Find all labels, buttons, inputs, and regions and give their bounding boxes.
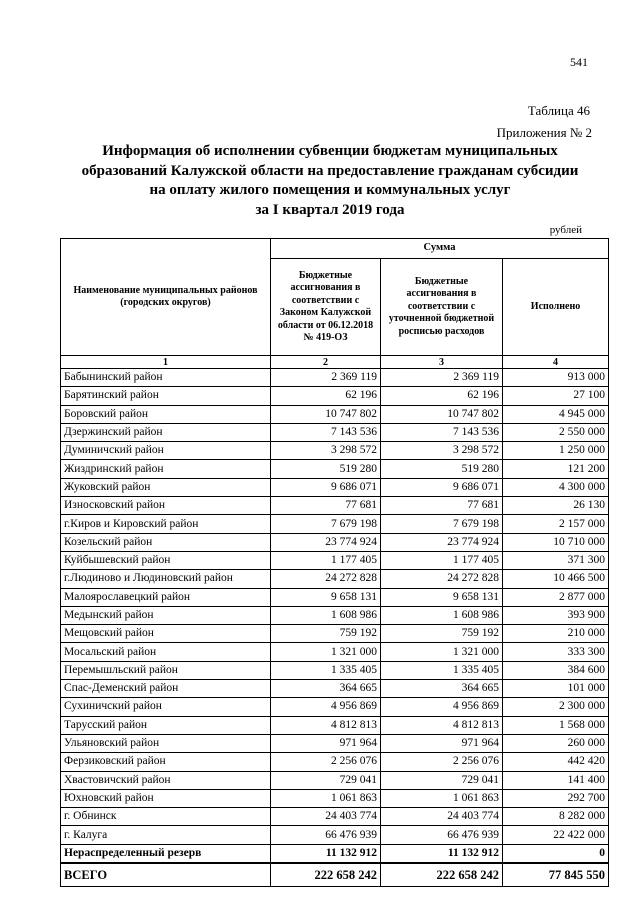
table-row xyxy=(61,661,609,679)
table-row xyxy=(61,789,609,807)
subvention-table xyxy=(60,238,609,887)
total-row xyxy=(61,863,609,887)
law-allocation-cell: 11 132 912 xyxy=(271,844,381,863)
table-row xyxy=(61,771,609,789)
law-allocation-cell: 759 192 xyxy=(271,625,381,643)
executed-cell: 442 420 xyxy=(503,753,609,771)
executed-cell: 2 300 000 xyxy=(503,698,609,716)
updated-allocation-cell: 729 041 xyxy=(381,771,503,789)
column-index: 2 xyxy=(271,356,381,369)
reserve-row xyxy=(61,844,609,863)
law-allocation-cell: 729 041 xyxy=(271,771,381,789)
table-row xyxy=(61,698,609,716)
law-allocation-cell: 1 321 000 xyxy=(271,643,381,661)
document-title xyxy=(70,142,590,220)
updated-allocation-cell: 759 192 xyxy=(381,625,503,643)
header-sum: Сумма xyxy=(271,239,609,259)
executed-cell: 2 877 000 xyxy=(503,588,609,606)
updated-allocation-cell: 519 280 xyxy=(381,460,503,478)
law-allocation-cell: 23 774 924 xyxy=(271,533,381,551)
law-allocation-cell: 1 061 863 xyxy=(271,789,381,807)
law-allocation-cell: 24 272 828 xyxy=(271,570,381,588)
law-allocation-cell: 66 476 939 xyxy=(271,826,381,844)
updated-allocation-cell: 1 061 863 xyxy=(381,789,503,807)
district-name-cell: Тарусский район xyxy=(61,716,271,734)
title-line: на оплату жилого помещения и коммунальных услуг xyxy=(149,182,511,198)
table-row xyxy=(61,625,609,643)
table-row xyxy=(61,680,609,698)
table-row xyxy=(61,533,609,551)
law-allocation-cell: 9 686 071 xyxy=(271,478,381,496)
executed-cell: 121 200 xyxy=(503,460,609,478)
executed-cell: 384 600 xyxy=(503,661,609,679)
executed-cell: 371 300 xyxy=(503,551,609,569)
header-executed: Исполнено xyxy=(503,259,609,356)
executed-cell: 77 845 550 xyxy=(503,863,609,887)
law-allocation-cell: 77 681 xyxy=(271,497,381,515)
table-row xyxy=(61,478,609,496)
updated-allocation-cell: 77 681 xyxy=(381,497,503,515)
executed-cell: 2 157 000 xyxy=(503,515,609,533)
title-line: за I квартал 2019 года xyxy=(255,201,405,218)
updated-allocation-cell: 4 956 869 xyxy=(381,698,503,716)
district-name-cell: Жиздринский район xyxy=(61,460,271,478)
table-row xyxy=(61,423,609,441)
title-line: образований Калужской области на предоставление гражданам субсидии xyxy=(81,162,579,179)
district-name-cell: г.Людиново и Людиновский район xyxy=(61,570,271,588)
district-name-cell: ВСЕГО xyxy=(61,863,271,887)
executed-cell: 0 xyxy=(503,844,609,863)
executed-cell: 913 000 xyxy=(503,369,609,387)
executed-cell: 8 282 000 xyxy=(503,808,609,826)
law-allocation-cell: 9 658 131 xyxy=(271,588,381,606)
updated-allocation-cell: 2 256 076 xyxy=(381,753,503,771)
district-name-cell: Мосальский район xyxy=(61,643,271,661)
updated-allocation-cell: 222 658 242 xyxy=(381,863,503,887)
district-name-cell: Износковский район xyxy=(61,497,271,515)
district-name-cell: Спас-Деменский район xyxy=(61,680,271,698)
table-row xyxy=(61,551,609,569)
executed-cell: 10 466 500 xyxy=(503,570,609,588)
updated-allocation-cell: 4 812 813 xyxy=(381,716,503,734)
table-row xyxy=(61,606,609,624)
district-name-cell: Дзержинский район xyxy=(61,423,271,441)
executed-cell: 4 300 000 xyxy=(503,478,609,496)
district-name-cell: Ульяновский район xyxy=(61,734,271,752)
district-name-cell: Барятинский район xyxy=(61,387,271,405)
table-row xyxy=(61,588,609,606)
page-number: 541 xyxy=(570,55,588,69)
unit-label: рублей xyxy=(549,224,582,236)
law-allocation-cell: 10 747 802 xyxy=(271,405,381,423)
table-row xyxy=(61,405,609,423)
executed-cell: 292 700 xyxy=(503,789,609,807)
table-row xyxy=(61,734,609,752)
column-index: 4 xyxy=(503,356,609,369)
table-row xyxy=(61,808,609,826)
law-allocation-cell: 3 298 572 xyxy=(271,442,381,460)
table-row xyxy=(61,460,609,478)
law-allocation-cell: 2 256 076 xyxy=(271,753,381,771)
column-index: 3 xyxy=(381,356,503,369)
district-name-cell: Куйбышевский район xyxy=(61,551,271,569)
law-allocation-cell: 24 403 774 xyxy=(271,808,381,826)
appendix-label: Приложения № 2 xyxy=(496,125,592,140)
executed-cell: 1 250 000 xyxy=(503,442,609,460)
district-name-cell: Жуковский район xyxy=(61,478,271,496)
law-allocation-cell: 2 369 119 xyxy=(271,369,381,387)
column-index: 1 xyxy=(61,356,271,369)
executed-cell: 210 000 xyxy=(503,625,609,643)
executed-cell: 141 400 xyxy=(503,771,609,789)
district-name-cell: Боровский район xyxy=(61,405,271,423)
updated-allocation-cell: 23 774 924 xyxy=(381,533,503,551)
executed-cell: 101 000 xyxy=(503,680,609,698)
district-name-cell: г.Киров и Кировский район xyxy=(61,515,271,533)
executed-cell: 27 100 xyxy=(503,387,609,405)
header-law-allocations: Бюджетные ассигнования в соответствии с Законом Калужской области от 06.12.2018 № 419-ОЗ xyxy=(271,259,381,356)
executed-cell: 22 422 000 xyxy=(503,826,609,844)
district-name-cell: Нераспределенный резерв xyxy=(61,844,271,863)
updated-allocation-cell: 2 369 119 xyxy=(381,369,503,387)
law-allocation-cell: 364 665 xyxy=(271,680,381,698)
district-name-cell: Перемышльский район xyxy=(61,661,271,679)
executed-cell: 26 130 xyxy=(503,497,609,515)
district-name-cell: г. Калуга xyxy=(61,826,271,844)
header-updated-allocations: Бюджетные ассигнования в соответствии с уточненной бюджетной росписью расходов xyxy=(381,259,503,356)
executed-cell: 260 000 xyxy=(503,734,609,752)
executed-cell: 393 900 xyxy=(503,606,609,624)
table-row xyxy=(61,442,609,460)
law-allocation-cell: 1 608 986 xyxy=(271,606,381,624)
table-row xyxy=(61,826,609,844)
table-label: Таблица 46 xyxy=(527,103,590,118)
table-row xyxy=(61,753,609,771)
table-body xyxy=(61,369,609,887)
table-row xyxy=(61,643,609,661)
district-name-cell: Медынский район xyxy=(61,606,271,624)
updated-allocation-cell: 7 143 536 xyxy=(381,423,503,441)
district-name-cell: Думиничский район xyxy=(61,442,271,460)
updated-allocation-cell: 11 132 912 xyxy=(381,844,503,863)
district-name-cell: Сухиничский район xyxy=(61,698,271,716)
executed-cell: 1 568 000 xyxy=(503,716,609,734)
updated-allocation-cell: 3 298 572 xyxy=(381,442,503,460)
updated-allocation-cell: 1 608 986 xyxy=(381,606,503,624)
updated-allocation-cell: 9 686 071 xyxy=(381,478,503,496)
district-name-cell: Малоярославецкий район xyxy=(61,588,271,606)
law-allocation-cell: 7 143 536 xyxy=(271,423,381,441)
updated-allocation-cell: 24 272 828 xyxy=(381,570,503,588)
table-row xyxy=(61,369,609,387)
updated-allocation-cell: 10 747 802 xyxy=(381,405,503,423)
law-allocation-cell: 519 280 xyxy=(271,460,381,478)
law-allocation-cell: 971 964 xyxy=(271,734,381,752)
updated-allocation-cell: 1 335 405 xyxy=(381,661,503,679)
updated-allocation-cell: 66 476 939 xyxy=(381,826,503,844)
table-row xyxy=(61,570,609,588)
district-name-cell: Мещовский район xyxy=(61,625,271,643)
district-name-cell: Хвастовичский район xyxy=(61,771,271,789)
updated-allocation-cell: 1 321 000 xyxy=(381,643,503,661)
updated-allocation-cell: 971 964 xyxy=(381,734,503,752)
law-allocation-cell: 1 177 405 xyxy=(271,551,381,569)
executed-cell: 333 300 xyxy=(503,643,609,661)
district-name-cell: Бабынинский район xyxy=(61,369,271,387)
district-name-cell: г. Обнинск xyxy=(61,808,271,826)
header-name: Наименование муниципальных районов (городских округов) xyxy=(61,239,271,356)
title-line: Информация об исполнении субвенции бюджетам муниципальных xyxy=(102,143,558,159)
updated-allocation-cell: 24 403 774 xyxy=(381,808,503,826)
executed-cell: 2 550 000 xyxy=(503,423,609,441)
updated-allocation-cell: 62 196 xyxy=(381,387,503,405)
executed-cell: 4 945 000 xyxy=(503,405,609,423)
district-name-cell: Козельский район xyxy=(61,533,271,551)
executed-cell: 10 710 000 xyxy=(503,533,609,551)
law-allocation-cell: 222 658 242 xyxy=(271,863,381,887)
updated-allocation-cell: 364 665 xyxy=(381,680,503,698)
table-row xyxy=(61,716,609,734)
updated-allocation-cell: 7 679 198 xyxy=(381,515,503,533)
table-row xyxy=(61,497,609,515)
law-allocation-cell: 4 812 813 xyxy=(271,716,381,734)
table-row xyxy=(61,387,609,405)
district-name-cell: Юхновский район xyxy=(61,789,271,807)
law-allocation-cell: 1 335 405 xyxy=(271,661,381,679)
updated-allocation-cell: 9 658 131 xyxy=(381,588,503,606)
district-name-cell: Ферзиковский район xyxy=(61,753,271,771)
table-row xyxy=(61,515,609,533)
law-allocation-cell: 7 679 198 xyxy=(271,515,381,533)
law-allocation-cell: 62 196 xyxy=(271,387,381,405)
law-allocation-cell: 4 956 869 xyxy=(271,698,381,716)
updated-allocation-cell: 1 177 405 xyxy=(381,551,503,569)
